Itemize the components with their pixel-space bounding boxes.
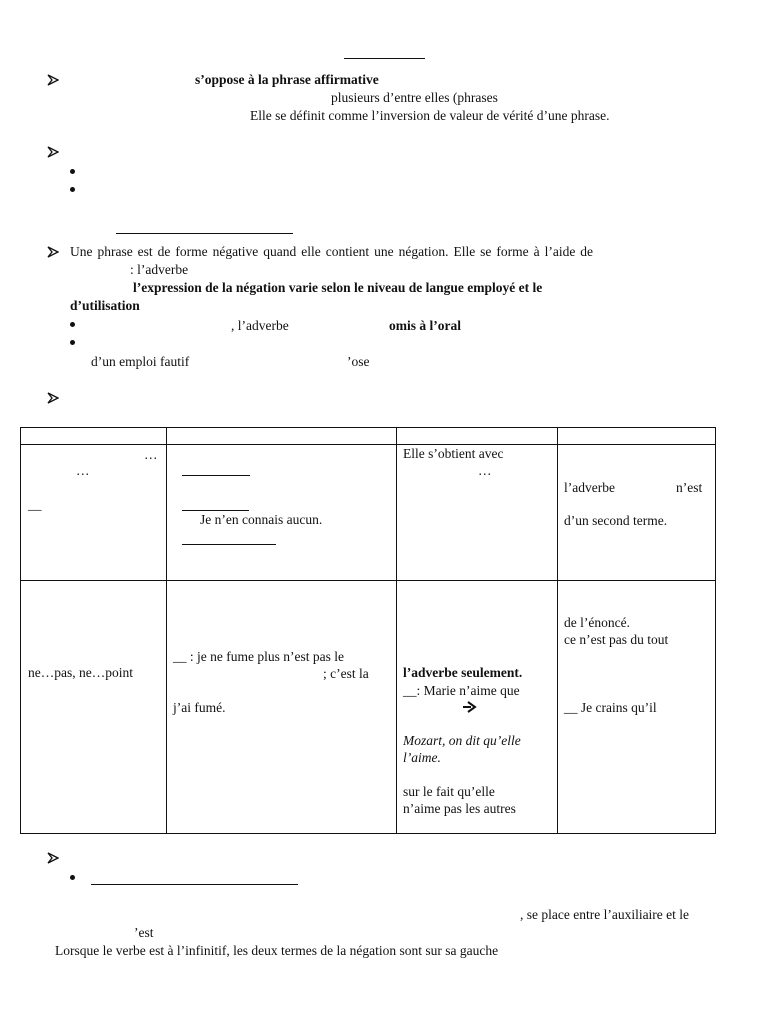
table-cell bbox=[558, 445, 716, 581]
cell-text: ce n’est pas du tout bbox=[564, 632, 669, 647]
right-arrow-icon bbox=[463, 701, 477, 713]
section1-bullet-bold: s’oppose à la phrase affirmative bbox=[195, 72, 379, 87]
arrowhead-bullet-icon bbox=[47, 146, 59, 158]
cell-dots: … bbox=[478, 463, 492, 478]
section1-line3: Elle se définit comme l’inversion de valeur de vérité d’une phrase. bbox=[250, 108, 610, 123]
cell-italic: l’aime. bbox=[403, 750, 441, 765]
cell-text: d’un second terme. bbox=[564, 513, 668, 528]
arrowhead-bullet-icon bbox=[47, 246, 59, 258]
arrowhead-bullet-icon bbox=[47, 392, 59, 404]
arrowhead-bullet-icon bbox=[47, 74, 59, 86]
section2-bold-line3: l’expression de la négation varie selon le niveau de langue employé et le bbox=[133, 280, 543, 295]
cell-text: Elle s’obtient avec bbox=[403, 446, 504, 461]
table-cell bbox=[558, 581, 716, 834]
cell-text: de l’énoncé. bbox=[564, 615, 630, 630]
cell-text: j’ai fumé. bbox=[173, 700, 226, 715]
cell-text: ; c’est la bbox=[323, 666, 369, 681]
table-cell bbox=[21, 581, 167, 834]
table-cell bbox=[167, 581, 397, 834]
round-bullet-icon bbox=[70, 322, 75, 327]
table-header-cell bbox=[167, 428, 397, 445]
round-bullet-icon bbox=[70, 875, 75, 880]
section1-line2: plusieurs d’entre elles (phrases bbox=[331, 90, 498, 105]
section2-bullet1-bold: omis à l’oral bbox=[389, 318, 461, 333]
table-header-cell bbox=[558, 428, 716, 445]
table-header-cell bbox=[21, 428, 167, 445]
cell-text: n’aime pas les autres bbox=[403, 801, 516, 816]
cell-bold: l’adverbe seulement. bbox=[403, 665, 523, 680]
section4-line2: ’est bbox=[134, 925, 154, 940]
section2-ose: ’ose bbox=[347, 354, 370, 369]
cell-dots: … bbox=[144, 447, 158, 462]
round-bullet-icon bbox=[70, 340, 75, 345]
section2-line2: : l’adverbe bbox=[130, 262, 189, 277]
section2-line1: Une phrase est de forme négative quand elle contient une négation. Elle se forme à l’aide de bbox=[70, 244, 594, 259]
cell-negation-forms: ne…pas, ne…point bbox=[28, 665, 133, 680]
blank-line bbox=[182, 475, 250, 476]
title-underline bbox=[344, 58, 425, 59]
negation-table bbox=[20, 427, 716, 834]
table-cell bbox=[167, 445, 397, 581]
cell-text: sur le fait qu’elle bbox=[403, 784, 495, 799]
table-header-row bbox=[21, 428, 716, 445]
cell-text: __ Je crains qu’il bbox=[564, 700, 657, 715]
cell-example: Je n’en connais aucun. bbox=[200, 512, 323, 527]
cell-text: l’adverbe bbox=[564, 480, 615, 495]
section4-line3: Lorsque le verbe est à l’infinitif, les deux termes de la négation sont sur sa gauche bbox=[55, 943, 499, 958]
cell-italic: Mozart, on dit qu’elle bbox=[403, 733, 521, 748]
table-cell bbox=[21, 445, 167, 581]
cell-dots: … bbox=[76, 463, 90, 478]
section4-line1: , se place entre l’auxiliaire et le bbox=[520, 907, 690, 922]
cell-text: __: Marie n’aime que bbox=[403, 683, 520, 698]
table-cell bbox=[397, 445, 558, 581]
cell-text: n’est bbox=[676, 480, 703, 495]
section2-fautif: d’un emploi fautif bbox=[91, 354, 190, 369]
cell-dash: __ bbox=[28, 497, 42, 512]
section2-bold-line4: d’utilisation bbox=[70, 298, 140, 313]
arrowhead-bullet-icon bbox=[47, 852, 59, 864]
table-row bbox=[21, 581, 716, 834]
blank-line bbox=[182, 544, 276, 545]
table-cell bbox=[397, 581, 558, 834]
section4-underline bbox=[91, 884, 298, 885]
cell-text: __ : je ne fume plus n’est pas le bbox=[173, 649, 344, 664]
section2-underline bbox=[116, 233, 293, 234]
round-bullet-icon bbox=[70, 169, 75, 174]
round-bullet-icon bbox=[70, 187, 75, 192]
table-header-cell bbox=[397, 428, 558, 445]
section2-bullet1-text: , l’adverbe bbox=[231, 318, 289, 333]
table-row bbox=[21, 445, 716, 581]
